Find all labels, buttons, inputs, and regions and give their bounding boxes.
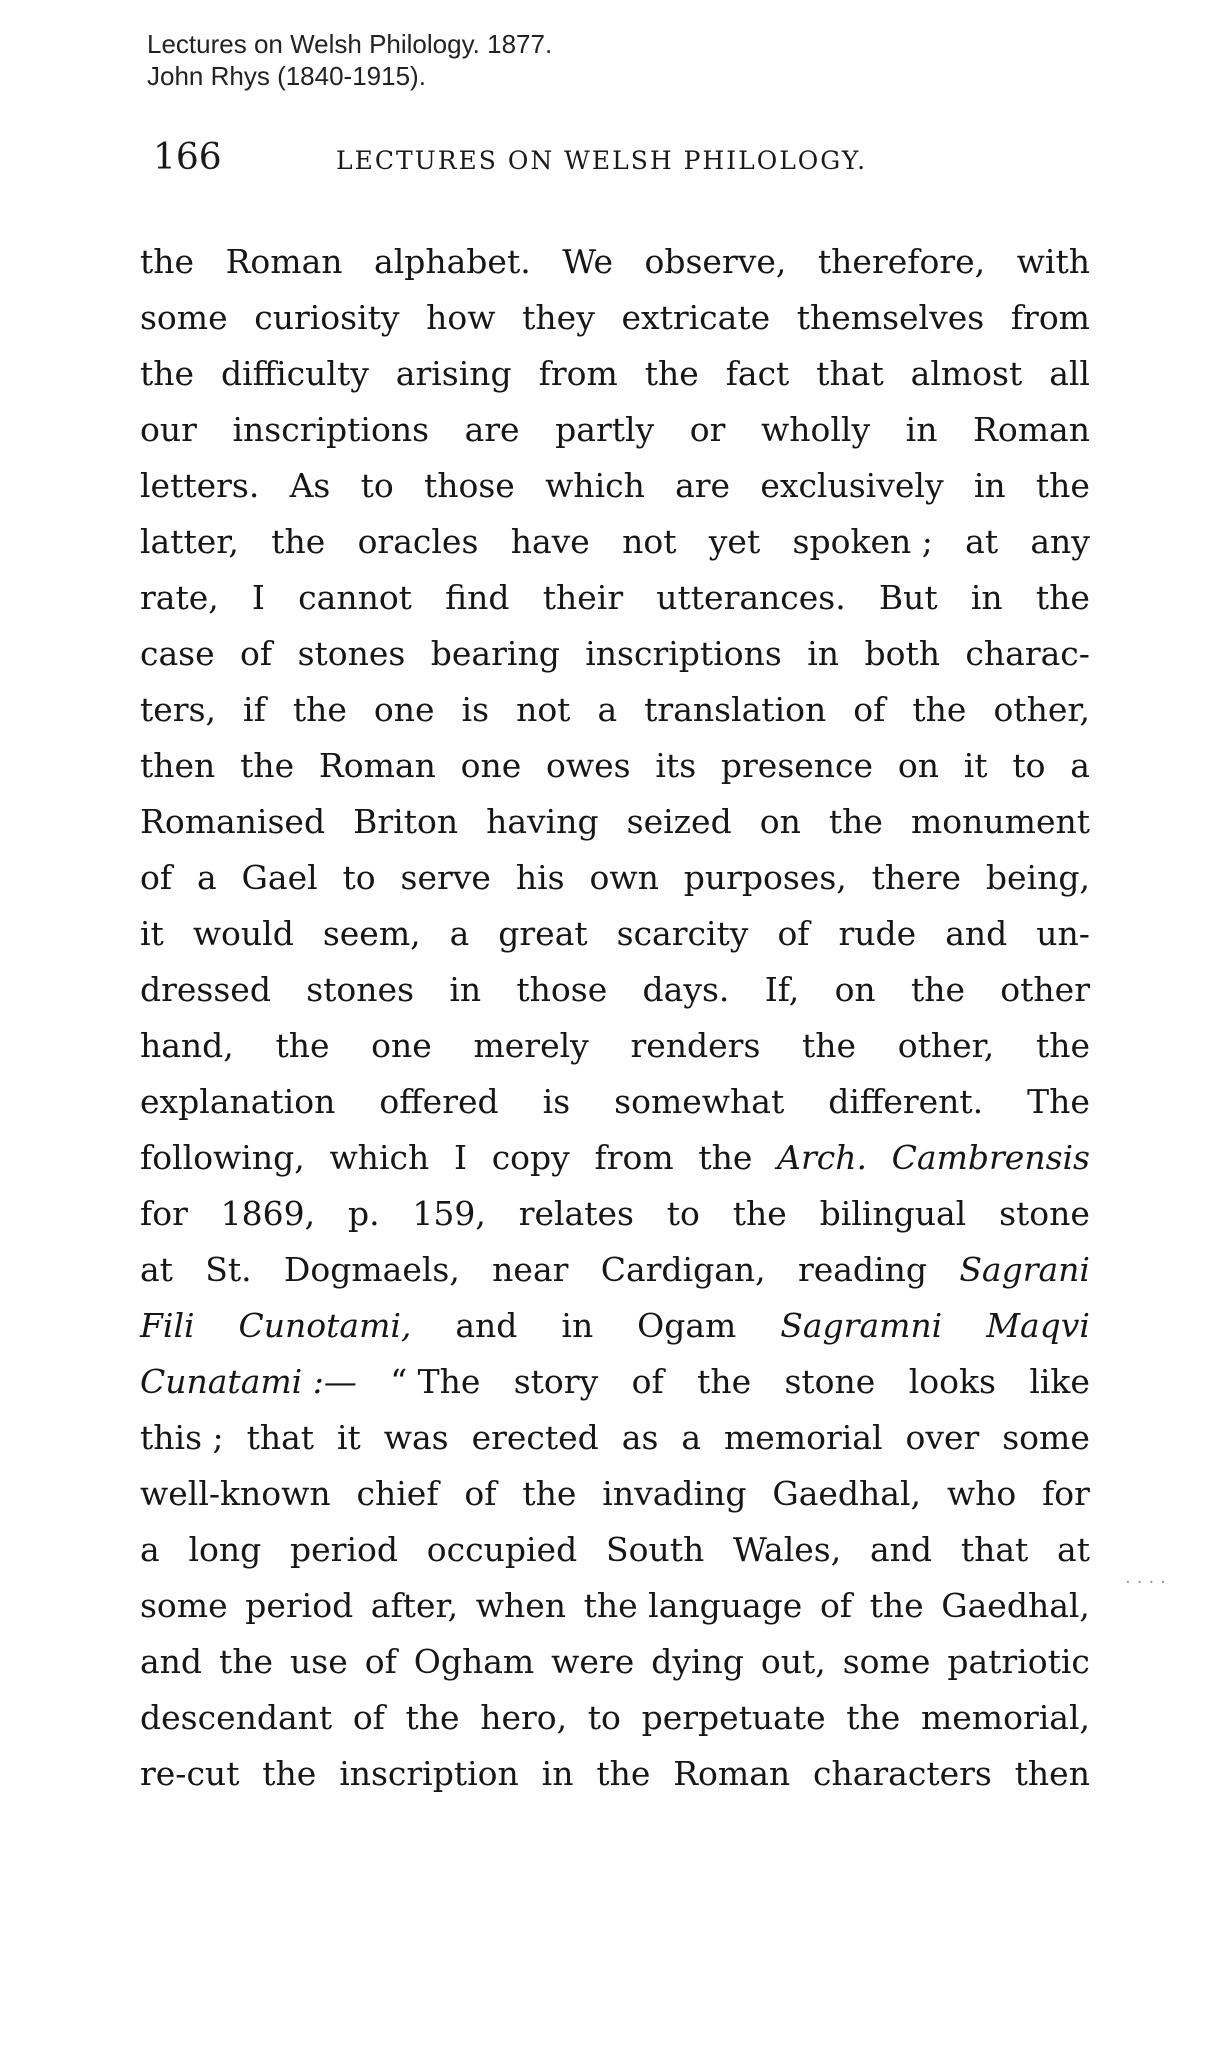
word: of <box>631 1362 664 1401</box>
word: merely <box>473 1026 589 1065</box>
word: for <box>1042 1474 1090 1513</box>
word: the <box>596 1754 651 1793</box>
word: Dogmaels, <box>283 1250 460 1289</box>
text-line <box>140 1354 1090 1410</box>
word: exclusively <box>760 466 944 505</box>
word: presence <box>720 746 874 785</box>
word: at <box>965 522 999 561</box>
word: inscriptions <box>585 634 782 673</box>
word: dying <box>651 1642 744 1681</box>
word: Roman <box>225 242 343 281</box>
word: observe, <box>644 242 787 281</box>
text-line <box>140 626 1090 682</box>
word: following, <box>140 1138 305 1177</box>
word: story <box>513 1362 599 1401</box>
word: latter, <box>140 522 239 561</box>
word: Roman <box>973 410 1090 449</box>
word: oracles <box>357 522 479 561</box>
word: to <box>587 1698 621 1737</box>
word: any <box>1030 522 1090 561</box>
word: memorial <box>723 1418 883 1457</box>
word: Gaedhal, <box>941 1586 1090 1625</box>
word: days. <box>642 970 730 1009</box>
word: our <box>140 410 197 449</box>
word: the <box>271 522 326 561</box>
text-line <box>140 1186 1090 1242</box>
word: some <box>140 298 228 337</box>
word: the <box>275 1026 330 1065</box>
word: the <box>912 690 967 729</box>
text-line <box>140 738 1090 794</box>
word: to <box>666 1194 700 1233</box>
word: from <box>594 1138 674 1177</box>
word: stone <box>784 1362 876 1401</box>
word: some <box>842 1642 931 1681</box>
word: the <box>697 1362 752 1401</box>
word: relates <box>518 1194 634 1233</box>
word: not <box>622 522 677 561</box>
word: a <box>140 1530 160 1569</box>
word: the <box>140 354 195 393</box>
word: letters. <box>140 466 260 505</box>
word: not <box>516 690 571 729</box>
word: in <box>807 634 840 673</box>
text-line <box>140 1690 1090 1746</box>
word: dressed <box>140 970 271 1009</box>
word: the <box>698 1138 753 1177</box>
word: the <box>140 242 195 281</box>
word: somewhat <box>614 1082 785 1121</box>
word: his <box>515 858 565 897</box>
word: as <box>621 1418 659 1457</box>
word: bilingual <box>819 1194 967 1233</box>
word: on <box>759 802 801 841</box>
word: Briton <box>353 802 459 841</box>
word: of <box>464 1474 497 1513</box>
word: If, <box>764 970 800 1009</box>
text-line <box>140 346 1090 402</box>
word: one <box>371 1026 432 1065</box>
word: Arch. <box>777 1138 867 1177</box>
word: Gael <box>241 858 318 897</box>
text-line <box>140 402 1090 458</box>
word: Cunatami :— <box>140 1362 357 1401</box>
word: I <box>453 1138 467 1177</box>
word: Ogam <box>637 1306 737 1345</box>
word: the <box>292 690 347 729</box>
word: occupied <box>426 1530 578 1569</box>
word: which <box>329 1138 430 1177</box>
word: a <box>449 914 470 953</box>
word: the <box>828 802 883 841</box>
word: on <box>897 746 939 785</box>
text-line <box>140 1130 1090 1186</box>
word: of <box>240 634 273 673</box>
text-line <box>140 1298 1090 1354</box>
text-line <box>140 794 1090 850</box>
word: serve <box>400 858 491 897</box>
text-line <box>140 1466 1090 1522</box>
word: 1869, <box>220 1194 316 1233</box>
word: would <box>192 914 294 953</box>
word: that <box>246 1418 315 1457</box>
word: inscription <box>339 1754 519 1793</box>
word: utterances. <box>656 578 846 617</box>
word: charac- <box>965 634 1090 673</box>
word: perpetuate <box>641 1698 826 1737</box>
word: period <box>290 1530 399 1569</box>
word: partly <box>555 410 655 449</box>
word: it <box>963 746 988 785</box>
text-line <box>140 1634 1090 1690</box>
word: a <box>196 858 217 897</box>
word: translation <box>644 690 827 729</box>
word: seized <box>626 802 732 841</box>
body-text <box>140 234 1090 1802</box>
word: the <box>910 970 966 1009</box>
word: Maqvi <box>986 1306 1090 1345</box>
word: who <box>946 1474 1017 1513</box>
word: and <box>945 914 1008 953</box>
word: like <box>1029 1362 1090 1401</box>
word: extricate <box>621 298 771 337</box>
word: alphabet. <box>374 242 531 281</box>
word: memorial, <box>920 1698 1090 1737</box>
word: seem, <box>322 914 421 953</box>
word: or <box>689 410 726 449</box>
text-line <box>140 1522 1090 1578</box>
word: Cunotami, <box>238 1306 412 1345</box>
word: are <box>464 410 520 449</box>
word: the <box>644 354 699 393</box>
word: at <box>1057 1530 1090 1569</box>
word: looks <box>908 1362 996 1401</box>
word: 159, <box>412 1194 486 1233</box>
word: other, <box>993 690 1090 729</box>
word: which <box>545 466 645 505</box>
word: then <box>1014 1754 1090 1793</box>
text-line <box>140 570 1090 626</box>
word: curiosity <box>254 298 400 337</box>
word: bearing <box>430 634 560 673</box>
word: a <box>597 690 618 729</box>
word: the <box>522 1474 577 1513</box>
word: from <box>1010 298 1090 337</box>
word: the <box>732 1194 787 1233</box>
word: Sagramni <box>780 1306 943 1345</box>
word: the <box>869 1586 924 1625</box>
word: the <box>846 1698 901 1737</box>
word: characters <box>812 1754 992 1793</box>
word: p. <box>347 1194 380 1233</box>
word: and <box>140 1642 203 1681</box>
word: the language <box>583 1586 803 1625</box>
word: The <box>1027 1082 1090 1121</box>
word: ters, <box>140 690 216 729</box>
word: scarcity <box>616 914 749 953</box>
text-line <box>140 850 1090 906</box>
word: all <box>1049 354 1090 393</box>
source-note <box>147 28 552 92</box>
word: that <box>960 1530 1029 1569</box>
word: the <box>240 746 295 785</box>
word: stones <box>306 970 415 1009</box>
word: owes <box>546 746 631 785</box>
word: Cambrensis <box>891 1138 1090 1177</box>
word: with <box>1016 242 1090 281</box>
word: fact <box>725 354 790 393</box>
word: and <box>455 1306 518 1345</box>
word: great <box>498 914 588 953</box>
text-line <box>140 1410 1090 1466</box>
word: the <box>1035 1026 1090 1065</box>
word: hero, <box>480 1698 568 1737</box>
word: wholly <box>760 410 871 449</box>
margin-mark: ···· <box>1125 1572 1172 1593</box>
word: yet <box>708 522 761 561</box>
text-line <box>140 1018 1090 1074</box>
word: period <box>245 1586 354 1625</box>
text-line <box>140 1074 1090 1130</box>
word: other, <box>897 1026 995 1065</box>
word: Ogham <box>413 1642 535 1681</box>
word: use <box>290 1642 348 1681</box>
word: St. <box>205 1250 252 1289</box>
word: As <box>289 466 331 505</box>
word: how <box>426 298 496 337</box>
word: reading <box>797 1250 927 1289</box>
word: renders <box>630 1026 761 1065</box>
page-number: 166 <box>153 137 222 178</box>
word: is <box>461 690 490 729</box>
word: to <box>342 858 376 897</box>
word: a <box>681 1418 702 1457</box>
word: copy <box>491 1138 570 1177</box>
word: both <box>864 634 940 673</box>
word: the <box>405 1698 460 1737</box>
text-line <box>140 906 1090 962</box>
text-line <box>140 514 1090 570</box>
word: Roman <box>318 746 436 785</box>
word: then <box>140 746 216 785</box>
word: other <box>1000 970 1090 1009</box>
word: Cardigan, <box>600 1250 766 1289</box>
word: un- <box>1036 914 1090 953</box>
word: “ The <box>390 1362 481 1401</box>
word: were <box>551 1642 635 1681</box>
word: We <box>562 242 613 281</box>
word: different. <box>828 1082 984 1121</box>
word: of <box>777 914 810 953</box>
word: patriotic <box>947 1642 1090 1681</box>
word: to <box>360 466 394 505</box>
word: when <box>475 1586 567 1625</box>
word: Sagrani <box>959 1250 1090 1289</box>
word: rude <box>838 914 917 953</box>
word: in <box>970 578 1003 617</box>
word: therefore, <box>817 242 986 281</box>
word: Roman <box>673 1754 791 1793</box>
word: purposes, <box>683 858 847 897</box>
text-line <box>140 1242 1090 1298</box>
word: their <box>542 578 624 617</box>
word: Wales, <box>732 1530 842 1569</box>
word: having <box>486 802 599 841</box>
word: the <box>1035 578 1090 617</box>
word: arising <box>395 354 512 393</box>
word: those <box>423 466 515 505</box>
word: if <box>243 690 266 729</box>
word: over <box>905 1418 980 1457</box>
word: well-known <box>140 1474 331 1513</box>
word: the <box>1035 466 1090 505</box>
word: chief <box>356 1474 439 1513</box>
word: of <box>364 1642 397 1681</box>
word: some <box>140 1586 228 1625</box>
word: erected <box>471 1418 599 1457</box>
word: in <box>905 410 938 449</box>
word: of <box>140 858 173 897</box>
word: at <box>140 1250 173 1289</box>
text-line <box>140 962 1090 1018</box>
word: after, <box>370 1586 459 1625</box>
word: those <box>516 970 608 1009</box>
word: find <box>445 578 510 617</box>
text-line <box>140 458 1090 514</box>
source-note-author: John Rhys (1840-1915). <box>147 61 426 91</box>
text-line <box>140 682 1090 738</box>
word: inscriptions <box>232 410 430 449</box>
word: But <box>878 578 938 617</box>
word: hand, <box>140 1026 234 1065</box>
word: it <box>140 914 164 953</box>
source-note-title: Lectures on Welsh Philology. 1877. <box>147 29 553 59</box>
running-head <box>153 136 1103 186</box>
word: a <box>1070 746 1090 785</box>
word: on <box>834 970 876 1009</box>
word: spoken ; <box>792 522 933 561</box>
word: in <box>449 970 482 1009</box>
word: cannot <box>298 578 412 617</box>
word: Fili <box>140 1306 195 1345</box>
word: it <box>336 1418 361 1457</box>
word: descendant <box>140 1698 333 1737</box>
word: are <box>675 466 731 505</box>
word: Romanised <box>140 802 326 841</box>
word: was <box>383 1418 449 1457</box>
word: invading <box>602 1474 747 1513</box>
word: in <box>541 1754 574 1793</box>
word: they <box>522 298 595 337</box>
word: themselves <box>796 298 985 337</box>
text-line <box>140 234 1090 290</box>
word: stones <box>297 634 406 673</box>
word: its <box>655 746 697 785</box>
word: for <box>140 1194 188 1233</box>
word: offered <box>379 1082 499 1121</box>
word: some <box>1002 1418 1090 1457</box>
word: the <box>802 1026 857 1065</box>
word: long <box>188 1530 262 1569</box>
word: in <box>561 1306 594 1345</box>
word: one <box>460 746 522 785</box>
word: rate, <box>140 578 219 617</box>
word: monument <box>910 802 1090 841</box>
word: to <box>1012 746 1046 785</box>
word: own <box>589 858 659 897</box>
word: the <box>219 1642 274 1681</box>
word: of <box>853 690 886 729</box>
word: and <box>869 1530 933 1569</box>
word: being, <box>985 858 1090 897</box>
word: is <box>542 1082 571 1121</box>
word: re-cut <box>140 1754 240 1793</box>
text-line <box>140 1746 1090 1802</box>
word: near <box>492 1250 569 1289</box>
word: Gaedhal, <box>772 1474 921 1513</box>
word: in <box>973 466 1006 505</box>
word: stone <box>999 1194 1090 1233</box>
word: out, <box>760 1642 826 1681</box>
running-title: LECTURES ON WELSH PHILOLOGY. <box>336 146 868 175</box>
word: of <box>352 1698 385 1737</box>
word: of <box>819 1586 853 1625</box>
word: have <box>510 522 590 561</box>
word: case <box>140 634 215 673</box>
word: almost <box>910 354 1023 393</box>
text-line <box>140 1578 1090 1634</box>
word: that <box>816 354 884 393</box>
word: the <box>262 1754 317 1793</box>
text-line <box>140 290 1090 346</box>
word: difficulty <box>220 354 369 393</box>
word: explanation <box>140 1082 336 1121</box>
word: South <box>605 1530 705 1569</box>
word: I <box>251 578 265 617</box>
word: this ; <box>140 1418 224 1457</box>
word: there <box>871 858 961 897</box>
word: one <box>373 690 435 729</box>
word: from <box>538 354 618 393</box>
